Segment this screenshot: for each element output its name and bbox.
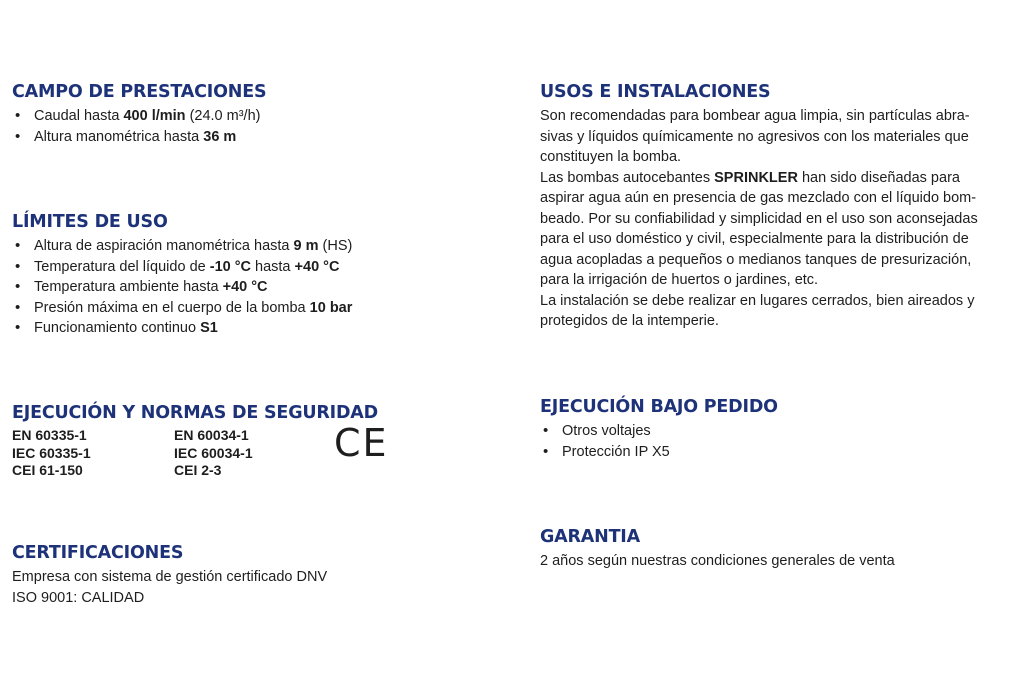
list-item: • Temperatura del líquido de -10 °C hasta +40 °C [12, 257, 352, 278]
text-line: protegidos de la intemperie. [540, 313, 719, 329]
list-item: • Otros voltajes [540, 421, 778, 442]
garantia-text: 2 años según nuestras condiciones generales de venta [540, 553, 895, 569]
norm-item: IEC 60034-1 [174, 444, 253, 461]
section-limites-uso [12, 212, 352, 339]
text-line: agua acopladas a pequeños o medianos tanques de presurización, [540, 251, 972, 268]
section-usos-instalaciones [540, 82, 978, 332]
list-item: • Presión máxima en el cuerpo de la bomba 10 bar [12, 298, 352, 319]
heading-ejecucion-normas: EJECUCIÓN Y NORMAS DE SEGURIDAD [12, 403, 378, 423]
list-item: • Protección IP X5 [540, 442, 778, 463]
certification-line: ISO 9001: CALIDAD [12, 589, 145, 606]
text-line: La instalación se debe realizar en lugares cerrados, bien aireados y [540, 292, 975, 309]
norms-column-1 [12, 427, 174, 480]
text-line: para el uso doméstico y civil, especialmente para la distribución de [540, 231, 969, 247]
list-item: • Temperatura ambiente hasta +40 °C [12, 277, 352, 298]
section-certificaciones [12, 543, 327, 608]
text-line: beado. Por su confiabilidad y simplicidad en el uso son aconsejadas [540, 210, 978, 227]
norm-item: EN 60335-1 [12, 427, 87, 443]
norms-table [12, 427, 378, 480]
text-line: aspirar agua aún en presencia de gas mezclado con el líquido bom- [540, 190, 977, 206]
text-line: constituyen la bomba. [540, 149, 682, 165]
norms-column-2 [174, 427, 336, 480]
text-line: sivas y líquidos químicamente no agresivos con los materiales que [540, 128, 969, 145]
list-item: • Caudal hasta 400 l/min (24.0 m³/h) [12, 106, 266, 127]
ce-mark-icon: CE [334, 421, 389, 465]
section-campo-prestaciones [12, 82, 266, 147]
list-limites-uso [12, 236, 352, 339]
list-campo-prestaciones [12, 106, 266, 147]
norm-item: EN 60034-1 [174, 427, 249, 443]
list-bajo-pedido [540, 421, 778, 462]
text-line: Las bombas autocebantes SPRINKLER han sido diseñadas para [540, 169, 960, 186]
norm-item: CEI 2-3 [174, 462, 222, 478]
heading-limites-uso: LÍMITES DE USO [12, 212, 168, 232]
heading-bajo-pedido: EJECUCIÓN BAJO PEDIDO [540, 397, 778, 417]
certification-line: Empresa con sistema de gestión certificado DNV [12, 569, 328, 585]
heading-certificaciones: CERTIFICACIONES [12, 543, 184, 563]
list-item: • Altura manométrica hasta 36 m [12, 127, 266, 148]
usos-text [540, 106, 978, 332]
list-item: • Funcionamiento continuo S1 [12, 318, 352, 339]
heading-campo-prestaciones: CAMPO DE PRESTACIONES [12, 82, 267, 102]
norm-item: CEI 61-150 [12, 462, 83, 478]
section-ejecucion-normas [12, 403, 378, 480]
section-bajo-pedido [540, 397, 778, 462]
norm-item: IEC 60335-1 [12, 444, 91, 461]
section-garantia [540, 527, 895, 572]
heading-garantia: GARANTIA [540, 527, 640, 547]
text-line: para la irrigación de huertos o jardines, etc. [540, 272, 819, 288]
text-line: Son recomendadas para bombear agua limpia, sin partículas abra- [540, 108, 970, 124]
list-item: • Altura de aspiración manométrica hasta 9 m (HS) [12, 236, 352, 257]
heading-usos-instalaciones: USOS E INSTALACIONES [540, 82, 771, 102]
